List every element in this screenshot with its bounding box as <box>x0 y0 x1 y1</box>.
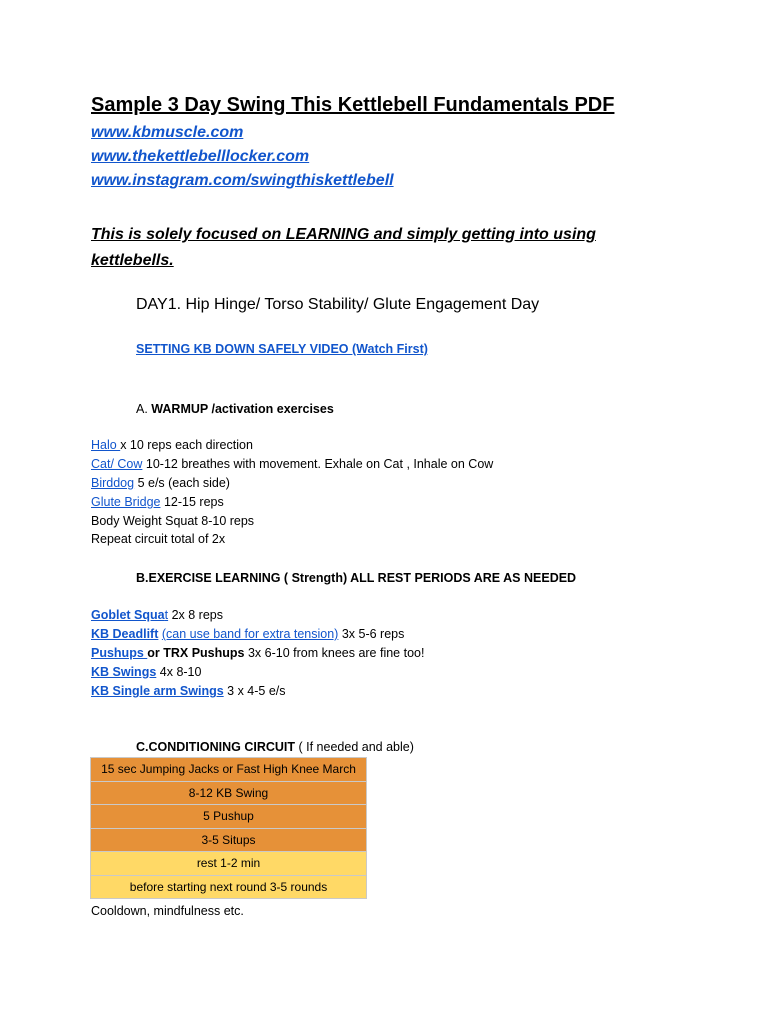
warmup-prefix: A. <box>136 402 152 416</box>
table-cell: 3-5 Situps <box>91 828 367 852</box>
trx-pushups: or TRX Pushups <box>147 646 245 660</box>
exercise-item-pushups <box>91 646 424 660</box>
exercise-item-deadlift <box>91 627 404 641</box>
table-cell: 15 sec Jumping Jacks or Fast High Knee March <box>91 758 367 782</box>
deadlift-band-link[interactable]: (can use band for extra tension) <box>161 627 339 641</box>
cat-cow-detail: 10-12 breathes with movement. Exhale on Cat , Inhale on Cow <box>142 457 494 471</box>
conditioning-title: C.CONDITIONING CIRCUIT <box>136 740 296 754</box>
halo-detail: x 10 reps each direction <box>120 438 253 452</box>
cat-cow-link[interactable]: Cat/ Cow <box>91 457 143 471</box>
warmup-item-squat: Body Weight Squat 8-10 reps <box>91 514 255 528</box>
table-cell: 5 Pushup <box>91 805 367 829</box>
table-row <box>91 875 367 899</box>
conditioning-heading <box>136 740 414 754</box>
goblet-detail: 2x 8 reps <box>168 608 223 622</box>
deadlift-detail: 3x 5-6 reps <box>338 627 405 641</box>
exercise-item-swings <box>91 665 201 679</box>
single-arm-swings-link[interactable]: KB Single arm Swings <box>91 684 224 698</box>
warmup-item-birddog <box>91 476 230 490</box>
focus-note: This is solely focused on LEARNING and simply getting into using kettlebells. <box>91 226 596 269</box>
goblet-squat-tail[interactable]: t <box>164 608 169 622</box>
table-row <box>91 758 367 782</box>
exercise-title: B.EXERCISE LEARNING ( Strength) ALL REST PERIODS ARE AS NEEDED <box>136 571 577 585</box>
kb-swings-link[interactable]: KB Swings <box>91 665 157 679</box>
single-arm-detail: 3 x 4-5 e/s <box>223 684 286 698</box>
exercise-item-single-arm <box>91 684 286 698</box>
warmup-heading <box>136 402 334 416</box>
pushups-detail: 3x 6-10 from knees are fine too! <box>244 646 425 660</box>
table-row <box>91 781 367 805</box>
conditioning-table <box>90 757 367 899</box>
exercise-heading <box>136 571 576 585</box>
table-cell: rest 1-2 min <box>91 852 367 876</box>
warmup-title: WARMUP /activation exercises <box>151 402 334 416</box>
warmup-item-halo <box>91 438 253 452</box>
table-cell: before starting next round 3-5 rounds <box>91 875 367 899</box>
glute-bridge-detail: 12-15 reps <box>160 495 224 509</box>
link-kettlebell-locker[interactable]: www.thekettlebelllocker.com <box>91 148 310 165</box>
link-instagram[interactable]: www.instagram.com/swingthiskettlebell <box>91 172 394 189</box>
table-row <box>91 805 367 829</box>
warmup-item-cat-cow <box>91 457 493 471</box>
table-row <box>91 828 367 852</box>
glute-bridge-link[interactable]: Glute Bridge <box>91 495 161 509</box>
swings-detail: 4x 8-10 <box>156 665 202 679</box>
exercise-item-goblet <box>91 608 223 622</box>
table-cell: 8-12 KB Swing <box>91 781 367 805</box>
link-kbmuscle[interactable]: www.kbmuscle.com <box>91 124 244 141</box>
birddog-detail: 5 e/s (each side) <box>134 476 230 490</box>
halo-link[interactable]: Halo <box>91 438 121 452</box>
goblet-squat-link[interactable]: Goblet Squa <box>91 608 165 622</box>
video-link[interactable]: SETTING KB DOWN SAFELY VIDEO (Watch First) <box>136 342 428 356</box>
pushups-link[interactable]: Pushups <box>91 646 148 660</box>
document-title: Sample 3 Day Swing This Kettlebell Fundamentals PDF <box>91 94 615 116</box>
table-row <box>91 852 367 876</box>
deadlift-link[interactable]: KB Deadlift <box>91 627 159 641</box>
birddog-link[interactable]: Birddog <box>91 476 135 490</box>
conditioning-note: ( If needed and able) <box>295 740 414 754</box>
day-heading: DAY1. Hip Hinge/ Torso Stability/ Glute Engagement Day <box>136 296 540 313</box>
warmup-item-glute-bridge <box>91 495 224 509</box>
cooldown-note: Cooldown, mindfulness etc. <box>91 904 244 918</box>
warmup-item-repeat: Repeat circuit total of 2x <box>91 532 226 546</box>
